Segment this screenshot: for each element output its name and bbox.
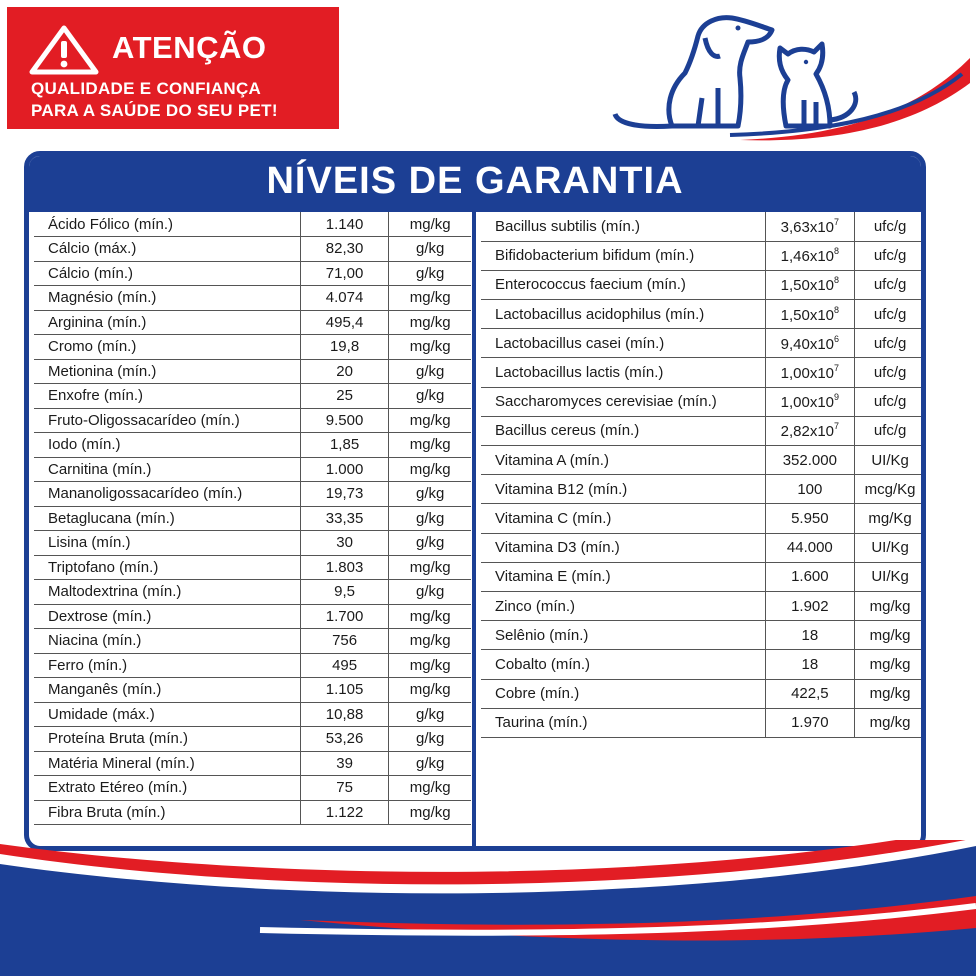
nutrient-unit: g/kg xyxy=(389,482,471,507)
nutrient-name: Triptofano (mín.) xyxy=(48,558,159,576)
nutrient-value: 39 xyxy=(300,751,389,776)
nutrient-value: 75 xyxy=(300,776,389,801)
nutrient-name: Taurina (mín.) xyxy=(495,714,588,732)
nutrient-unit: g/kg xyxy=(389,531,471,556)
table-row xyxy=(34,531,471,556)
nutrient-value: 1.803 xyxy=(300,555,389,580)
nutrient-name: Cálcio (máx.) xyxy=(48,240,137,258)
nutrient-unit: g/kg xyxy=(389,727,471,752)
nutrient-unit: ufc/g xyxy=(855,329,925,358)
nutrient-name: Betaglucana (mín.) xyxy=(48,509,175,527)
nutrient-value: 4.074 xyxy=(300,286,389,311)
nutrient-value xyxy=(765,708,855,737)
nutrient-value xyxy=(765,270,855,299)
value-base: 1,46x10 xyxy=(780,248,835,266)
nutrient-value xyxy=(765,475,855,504)
table-row xyxy=(34,800,471,825)
nutrient-unit: mg/kg xyxy=(389,555,471,580)
nutrient-name: Cálcio (mín.) xyxy=(48,264,134,282)
nutrient-unit: mcg/Kg xyxy=(855,475,925,504)
guarantee-levels-panel xyxy=(24,151,926,851)
nutrient-name: Fruto-Oligossacarídeo (mín.) xyxy=(48,411,240,429)
nutrient-name: Iodo (mín.) xyxy=(48,436,121,454)
nutrient-value: 1.700 xyxy=(300,604,389,629)
nutrient-unit: mg/kg xyxy=(389,408,471,433)
table-row xyxy=(34,653,471,678)
table-row xyxy=(481,621,925,650)
nutrient-unit: UI/Kg xyxy=(855,533,925,562)
table-row xyxy=(34,212,471,237)
nutrient-unit: mg/kg xyxy=(389,286,471,311)
table-row xyxy=(34,408,471,433)
value-base: 100 xyxy=(797,480,823,498)
nutrient-value xyxy=(765,212,855,241)
value-base: 1,00x10 xyxy=(780,394,835,412)
nutrient-value xyxy=(765,329,855,358)
nutrient-unit: mg/kg xyxy=(389,310,471,335)
nutrient-name: Vitamina A (mín.) xyxy=(495,451,609,469)
value-exponent: 7 xyxy=(834,421,840,432)
nutrient-value xyxy=(765,300,855,329)
nutrient-name: Umidade (máx.) xyxy=(48,705,155,723)
nutrient-name: Carnitina (mín.) xyxy=(48,460,152,478)
nutrient-unit: g/kg xyxy=(389,384,471,409)
nutrient-value: 33,35 xyxy=(300,506,389,531)
value-base: 1,00x10 xyxy=(780,365,835,383)
value-exponent: 9 xyxy=(834,392,840,403)
nutrient-unit: mg/kg xyxy=(855,679,925,708)
nutrient-name: Dextrose (mín.) xyxy=(48,607,152,625)
table-row xyxy=(481,679,925,708)
value-base: 18 xyxy=(801,655,819,673)
table-row xyxy=(34,702,471,727)
nutrient-value xyxy=(765,504,855,533)
nutrient-value: 1.140 xyxy=(300,212,389,237)
nutrient-unit: mg/kg xyxy=(389,629,471,654)
nutrient-unit: ufc/g xyxy=(855,241,925,270)
nutrient-value xyxy=(765,562,855,591)
attention-badge xyxy=(7,7,339,129)
value-base: 422,5 xyxy=(791,685,829,703)
nutrient-unit: ufc/g xyxy=(855,212,925,241)
nutrient-value xyxy=(765,446,855,475)
nutrient-unit: mg/kg xyxy=(855,650,925,679)
nutrient-unit: UI/Kg xyxy=(855,562,925,591)
value-base: 1.970 xyxy=(791,714,829,732)
nutrient-name: Vitamina E (mín.) xyxy=(495,568,611,586)
table-row xyxy=(481,212,925,241)
nutrient-unit: g/kg xyxy=(389,359,471,384)
nutrient-value xyxy=(765,387,855,416)
table-row xyxy=(34,359,471,384)
nutrient-unit: mg/kg xyxy=(389,433,471,458)
nutrient-name: Niacina (mín.) xyxy=(48,632,142,650)
nutrient-name: Extrato Etéreo (mín.) xyxy=(48,779,188,797)
nutrient-unit: g/kg xyxy=(389,261,471,286)
badge-title: ATENÇÃO xyxy=(112,30,267,65)
nutrient-name: Saccharomyces cerevisiae (mín.) xyxy=(495,393,717,411)
nutrient-name: Zinco (mín.) xyxy=(495,597,576,615)
nutrient-value xyxy=(765,533,855,562)
table-row xyxy=(481,446,925,475)
nutrient-unit: mg/kg xyxy=(855,621,925,650)
table-row xyxy=(34,335,471,360)
nutrient-value xyxy=(765,591,855,620)
table-row xyxy=(34,604,471,629)
table-row xyxy=(34,678,471,703)
table-row xyxy=(34,261,471,286)
nutrient-value xyxy=(765,358,855,387)
table-row xyxy=(34,776,471,801)
nutrient-unit: g/kg xyxy=(389,506,471,531)
nutrient-value: 1.000 xyxy=(300,457,389,482)
table-row xyxy=(481,562,925,591)
nutrient-unit: ufc/g xyxy=(855,300,925,329)
nutrient-name: Selênio (mín.) xyxy=(495,626,589,644)
left-nutrient-table xyxy=(34,212,471,825)
table-row xyxy=(34,457,471,482)
value-base: 1,50x10 xyxy=(780,277,835,295)
value-exponent: 8 xyxy=(834,304,840,315)
table-row xyxy=(34,506,471,531)
value-exponent: 8 xyxy=(834,246,840,257)
table-row xyxy=(481,504,925,533)
table-row xyxy=(34,629,471,654)
nutrient-value: 19,73 xyxy=(300,482,389,507)
nutrient-name: Vitamina C (mín.) xyxy=(495,509,612,527)
nutrient-unit: mg/kg xyxy=(389,604,471,629)
nutrient-name: Ferro (mín.) xyxy=(48,656,128,674)
nutrient-unit: g/kg xyxy=(389,751,471,776)
table-row xyxy=(481,416,925,445)
value-base: 1.600 xyxy=(791,568,829,586)
value-base: 2,82x10 xyxy=(780,423,835,441)
value-base: 1,50x10 xyxy=(780,306,835,324)
nutrient-name: Bacillus cereus (mín.) xyxy=(495,422,640,440)
table-row xyxy=(481,270,925,299)
nutrient-value: 19,8 xyxy=(300,335,389,360)
value-base: 9,40x10 xyxy=(780,335,835,353)
value-base: 3,63x10 xyxy=(780,218,835,236)
value-exponent: 8 xyxy=(834,275,840,286)
nutrient-unit: ufc/g xyxy=(855,358,925,387)
nutrient-name: Proteína Bruta (mín.) xyxy=(48,730,189,748)
nutrient-name: Enterococcus faecium (mín.) xyxy=(495,276,686,294)
value-base: 352.000 xyxy=(782,451,837,469)
nutrient-value: 10,88 xyxy=(300,702,389,727)
nutrient-value: 71,00 xyxy=(300,261,389,286)
nutrient-name: Vitamina D3 (mín.) xyxy=(495,539,620,557)
nutrient-value: 25 xyxy=(300,384,389,409)
nutrient-unit: mg/kg xyxy=(389,678,471,703)
nutrient-name: Bacillus subtilis (mín.) xyxy=(495,217,641,235)
value-exponent: 6 xyxy=(834,333,840,344)
nutrient-value: 1.122 xyxy=(300,800,389,825)
column-divider-inner xyxy=(476,212,478,851)
nutrient-value: 82,30 xyxy=(300,237,389,262)
nutrient-unit: mg/Kg xyxy=(855,504,925,533)
nutrient-unit: g/kg xyxy=(389,580,471,605)
nutrient-unit: mg/kg xyxy=(389,800,471,825)
nutrient-unit: mg/kg xyxy=(855,591,925,620)
nutrient-name: Cobre (mín.) xyxy=(495,685,580,703)
nutrient-value xyxy=(765,650,855,679)
right-nutrient-table xyxy=(481,212,925,738)
value-exponent: 7 xyxy=(834,363,840,374)
table-row xyxy=(481,241,925,270)
nutrient-value xyxy=(765,621,855,650)
nutrient-unit: mg/kg xyxy=(389,212,471,237)
table-row xyxy=(34,433,471,458)
nutrient-name: Maltodextrina (mín.) xyxy=(48,583,182,601)
dog-and-cat-illustration xyxy=(610,8,970,143)
nutrient-name: Cobalto (mín.) xyxy=(495,655,591,673)
nutrient-unit: mg/kg xyxy=(389,335,471,360)
nutrient-name: Enxofre (mín.) xyxy=(48,387,144,405)
table-row xyxy=(34,482,471,507)
table-row xyxy=(481,650,925,679)
table-row xyxy=(34,555,471,580)
nutrient-value: 1,85 xyxy=(300,433,389,458)
nutrient-value: 1.105 xyxy=(300,678,389,703)
nutrient-unit: ufc/g xyxy=(855,387,925,416)
nutrient-name: Metionina (mín.) xyxy=(48,362,157,380)
table-row xyxy=(34,384,471,409)
table-row xyxy=(481,591,925,620)
nutrient-value: 30 xyxy=(300,531,389,556)
nutrient-name: Manganês (mín.) xyxy=(48,681,162,699)
nutrient-name: Lactobacillus acidophilus (mín.) xyxy=(495,305,705,323)
nutrient-unit: mg/kg xyxy=(389,457,471,482)
table-row xyxy=(34,727,471,752)
badge-subtitle-line2: PARA A SAÚDE DO SEU PET! xyxy=(31,101,278,120)
nutrient-name: Lactobacillus casei (mín.) xyxy=(495,334,665,352)
nutrient-name: Ácido Fólico (mín.) xyxy=(48,215,174,233)
nutrient-value xyxy=(765,679,855,708)
table-row xyxy=(481,475,925,504)
nutrient-name: Magnésio (mín.) xyxy=(48,289,157,307)
nutrient-name: Cromo (mín.) xyxy=(48,338,137,356)
nutrient-name: Bifidobacterium bifidum (mín.) xyxy=(495,247,695,265)
nutrient-name: Arginina (mín.) xyxy=(48,313,147,331)
footer-wave xyxy=(0,840,976,976)
panel-title: NÍVEIS DE GARANTIA xyxy=(266,160,684,202)
nutrient-name: Lisina (mín.) xyxy=(48,534,131,552)
nutrient-value: 9.500 xyxy=(300,408,389,433)
nutrient-unit: mg/kg xyxy=(389,776,471,801)
value-base: 44.000 xyxy=(786,539,833,557)
nutrient-unit: g/kg xyxy=(389,702,471,727)
nutrient-name: Matéria Mineral (mín.) xyxy=(48,754,195,772)
nutrient-name: Mananoligossacarídeo (mín.) xyxy=(48,485,243,503)
nutrient-value: 756 xyxy=(300,629,389,654)
nutrient-unit: mg/kg xyxy=(389,653,471,678)
nutrient-unit: ufc/g xyxy=(855,416,925,445)
table-row xyxy=(34,237,471,262)
value-exponent: 7 xyxy=(834,216,840,227)
nutrient-value: 9,5 xyxy=(300,580,389,605)
nutrient-value: 20 xyxy=(300,359,389,384)
nutrient-name: Fibra Bruta (mín.) xyxy=(48,803,166,821)
table-row xyxy=(481,708,925,737)
nutrient-value xyxy=(765,416,855,445)
badge-subtitle-line1: QUALIDADE E CONFIANÇA xyxy=(31,79,262,98)
table-row xyxy=(34,751,471,776)
nutrient-unit: mg/kg xyxy=(855,708,925,737)
table-row xyxy=(481,387,925,416)
table-row xyxy=(481,533,925,562)
nutrient-value xyxy=(765,241,855,270)
table-row xyxy=(481,300,925,329)
value-base: 18 xyxy=(801,626,819,644)
table-row xyxy=(34,286,471,311)
value-base: 5.950 xyxy=(791,509,829,527)
nutrient-name: Vitamina B12 (mín.) xyxy=(495,480,628,498)
value-base: 1.902 xyxy=(791,597,829,615)
nutrient-unit: UI/Kg xyxy=(855,446,925,475)
table-row xyxy=(481,329,925,358)
table-row xyxy=(481,358,925,387)
nutrient-value: 495,4 xyxy=(300,310,389,335)
nutrient-unit: g/kg xyxy=(389,237,471,262)
table-row xyxy=(34,580,471,605)
panel-header xyxy=(29,156,921,212)
nutrient-value: 495 xyxy=(300,653,389,678)
table-row xyxy=(34,310,471,335)
nutrient-name: Lactobacillus lactis (mín.) xyxy=(495,364,664,382)
warning-triangle-icon xyxy=(29,25,99,75)
nutrient-value: 53,26 xyxy=(300,727,389,752)
nutrient-unit: ufc/g xyxy=(855,270,925,299)
